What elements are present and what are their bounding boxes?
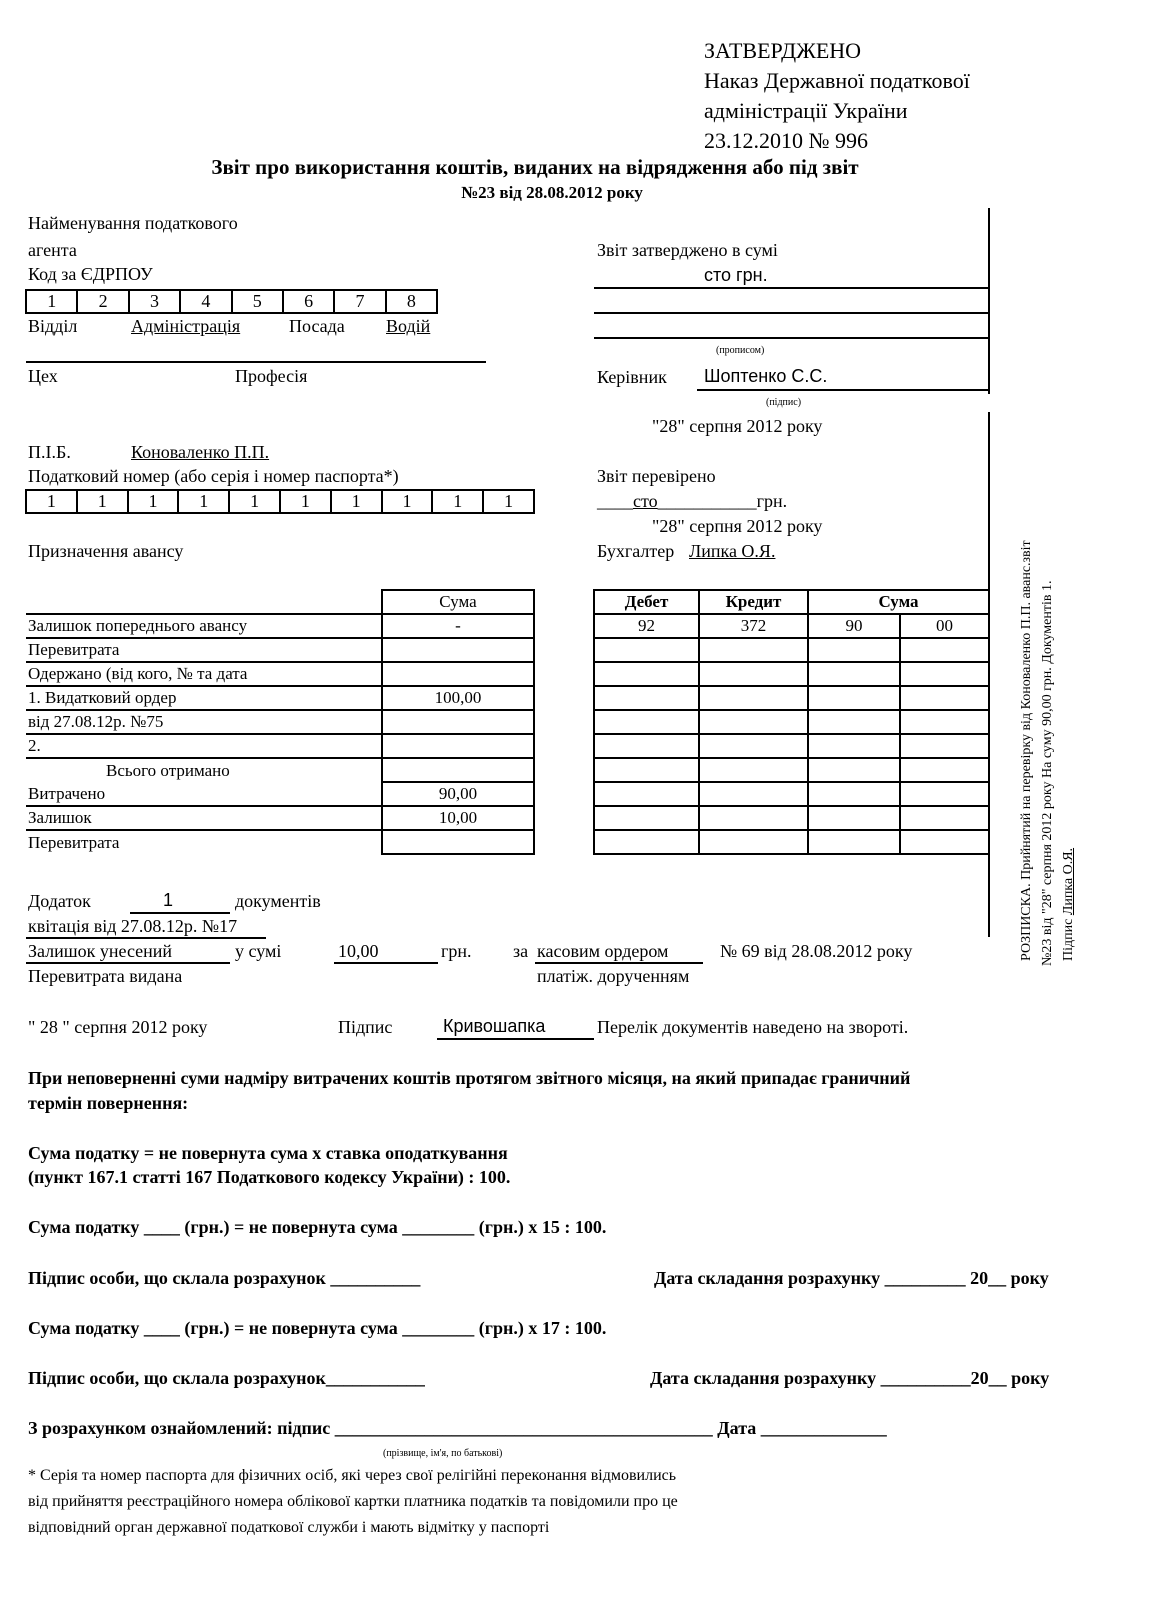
purpose-label: Призначення авансу [28, 541, 184, 561]
table-row-value [382, 758, 534, 782]
accountant-label: Бухгалтер [597, 541, 675, 561]
remainder-label: Залишок унесений [28, 941, 173, 961]
report-title: Звіт про використання коштів, виданих на відрядження або під звіт [211, 155, 859, 179]
dept-label: Відділ [28, 316, 78, 336]
approval-date: 23.12.2010 № 996 [704, 128, 868, 153]
receipt-stamp-sign-value: Липка О.Я. [1061, 847, 1076, 916]
tax-number-label: Податковий номер (або серія і номер паспорта*) [28, 466, 399, 486]
checked-label: Звіт перевірено [597, 466, 716, 486]
agent-name-label-2: агента [28, 240, 77, 260]
checked-sum-suffix: ___________грн. [657, 491, 788, 511]
code-digit: 1 [26, 290, 77, 313]
calc-signature-2: Підпис особи, що склала розрахунок___________ [28, 1368, 425, 1388]
advance-table [26, 589, 535, 855]
tax-paragraph-2-line-1: Сума податку = не повернута сума х ставка оподаткування [28, 1143, 508, 1163]
attachment-label: Додаток [28, 891, 91, 911]
report-subtitle: №23 від 28.08.2012 року [461, 183, 643, 202]
sum-header-right: Сума [808, 590, 989, 614]
tax-digit: 1 [26, 490, 77, 513]
payment-order: платіж. дорученням [537, 966, 690, 986]
tax-formula-15: Сума податку ____ (грн.) = не повернута сума ________ (грн.) х 15 : 100. [28, 1217, 607, 1237]
approval-order: Наказ Державної податкової [704, 68, 970, 93]
footnote-line-3: відповідний орган державної податкової служби і мають відмітку у паспорті [28, 1519, 550, 1536]
table-row-label: Перевитрата [26, 830, 382, 854]
head-label: Керівник [597, 367, 667, 387]
code-label: Код за ЄДРПОУ [28, 264, 153, 284]
table-row-label: Залишок [26, 806, 382, 830]
by-label: за [513, 941, 529, 961]
tax-digit: 1 [331, 490, 382, 513]
position-value: Водій [386, 316, 431, 336]
footnote-line-2: від прийняття реєстраційного номера облікової картки платника податків та повідомили про це [28, 1493, 678, 1510]
table-row-value: 100,00 [382, 686, 534, 710]
accounting-table [593, 589, 990, 855]
calc-date-2: Дата складання розрахунку __________20__ року [650, 1368, 1050, 1388]
receipt-line [26, 937, 266, 939]
attachment-count: 1 [163, 890, 174, 910]
divider [26, 361, 486, 363]
code-digit: 5 [232, 290, 283, 313]
sum-line-3 [594, 337, 990, 339]
order-type-line [535, 962, 703, 964]
checked-sum [597, 491, 787, 512]
tax-paragraph-1-line-2: термін повернення: [28, 1093, 189, 1113]
count-line [130, 912, 230, 914]
remainder-sum-line [334, 962, 438, 964]
tax-formula-17: Сума податку ____ (грн.) = не повернута сума ________ (грн.) х 17 : 100. [28, 1318, 607, 1338]
debit-value: 92 [594, 614, 699, 638]
head-sign-line [697, 389, 989, 391]
checked-sum-prefix: ____ [597, 491, 633, 511]
calc-signature-1: Підпис особи, що склала розрахунок __________ [28, 1268, 421, 1288]
approved-sum-label: Звіт затверджено в сумі [597, 240, 778, 260]
receipt-stamp-line-3 [1061, 848, 1077, 961]
acquainted-line: З розрахунком ознайомлений: підпис __________________________________________ Дата ______________ [28, 1418, 887, 1438]
in-words-hint: (прописом) [716, 345, 765, 356]
order-type: касовим ордером [537, 941, 669, 961]
table-row-label: 2. [26, 734, 382, 758]
receipt-stamp-sign-label: Підпис [1061, 918, 1076, 961]
code-digit: 4 [180, 290, 231, 313]
tax-digit: 1 [128, 490, 179, 513]
tax-digit: 1 [382, 490, 433, 513]
approved-date: "28" серпня 2012 року [652, 416, 823, 436]
table-row-label: Перевитрата [26, 638, 382, 662]
table-row-label: Залишок попереднього авансу [26, 614, 382, 638]
currency: грн. [441, 941, 472, 961]
remainder-sum: 10,00 [338, 941, 379, 961]
head-value: Шоптенко С.С. [704, 366, 828, 386]
approval-org: адміністрації України [704, 98, 908, 123]
sum-header: Сума [382, 590, 534, 614]
approval-title: ЗАТВЕРДЖЕНО [704, 38, 862, 63]
table-row-label: Всього отримано [26, 758, 382, 782]
code-digit: 8 [386, 290, 437, 313]
tax-digit: 1 [483, 490, 534, 513]
tax-digit: 1 [229, 490, 280, 513]
approved-sum-value: сто грн. [704, 265, 768, 285]
sum-hryvnia: 90 [808, 614, 900, 638]
table-row-value [382, 734, 534, 758]
signature-date: " 28 " серпня 2012 року [28, 1017, 208, 1037]
footnote-line-1: * Серія та номер паспорта для фізичних осіб, які через свої релігійні переконання відмовились [28, 1467, 677, 1484]
dept-value: Адміністрація [131, 316, 241, 336]
remainder-line [26, 962, 230, 964]
tax-number-boxes [25, 489, 535, 514]
table-row-label: Витрачено [26, 782, 382, 806]
order-number: № 69 від 28.08.2012 року [720, 941, 913, 961]
edrpou-code-boxes [25, 289, 438, 314]
signature-hint: (підпис) [766, 397, 802, 408]
in-sum-label: у сумі [235, 941, 282, 961]
pib-label: П.І.Б. [28, 442, 71, 462]
documents-note: Перелік документів наведено на звороті. [597, 1017, 909, 1037]
tax-paragraph-1-line-1: При неповерненні суми надміру витрачених коштів протягом звітного місяця, на який припадає граничний [28, 1068, 911, 1088]
code-digit: 2 [77, 290, 128, 313]
receipt-stamp-line-1: РОЗПИСКА. Прийнятий на перевірку від Коноваленко П.П. аванс.звіт [1019, 540, 1034, 961]
pib-value: Коноваленко П.П. [131, 442, 270, 462]
position-label: Посада [289, 316, 345, 336]
table-row-value [382, 662, 534, 686]
table-row-value [382, 710, 534, 734]
tax-digit: 1 [280, 490, 331, 513]
accountant-value: Липка О.Я. [689, 541, 776, 561]
name-hint: (прізвище, ім'я, по батькові) [383, 1448, 503, 1459]
checked-date: "28" серпня 2012 року [652, 516, 823, 536]
sum-kopecks: 00 [900, 614, 989, 638]
agent-name-label-1: Найменування податкового [28, 213, 238, 233]
receipt: квітація від 27.08.12р. №17 [28, 916, 238, 936]
tax-digit: 1 [77, 490, 128, 513]
credit-value: 372 [699, 614, 808, 638]
receipt-stamp-line-2: №23 від "28" серпня 2012 року На суму 90,00 грн. Документів 1. [1040, 580, 1055, 966]
credit-header: Кредит [699, 590, 808, 614]
tax-digit: 1 [432, 490, 483, 513]
table-row-label: 1. Видатковий ордер [26, 686, 382, 710]
code-digit: 3 [129, 290, 180, 313]
tax-digit: 1 [178, 490, 229, 513]
overspend-label: Перевитрата видана [28, 966, 183, 986]
shop-label: Цех [28, 366, 58, 386]
calc-date-1: Дата складання розрахунку _________ 20__ року [654, 1268, 1049, 1288]
sign-line [437, 1038, 594, 1040]
debit-header: Дебет [594, 590, 699, 614]
tax-paragraph-2-line-2: (пункт 167.1 статті 167 Податкового кодексу України) : 100. [28, 1167, 511, 1187]
checked-sum-word: сто [633, 491, 658, 511]
table-row-value: 90,00 [382, 782, 534, 806]
table-row-label: від 27.08.12р. №75 [26, 710, 382, 734]
approval-block [704, 36, 970, 156]
table-row-value: 10,00 [382, 806, 534, 830]
attachment-suffix: документів [235, 891, 321, 911]
table-row-label: Одержано (від кого, № та дата [26, 662, 382, 686]
table-row-value: - [382, 614, 534, 638]
right-border-top [988, 208, 990, 394]
sign-label: Підпис [338, 1017, 393, 1037]
sum-line-1 [594, 287, 990, 289]
profession-label: Професія [235, 366, 308, 386]
table-row-value [382, 638, 534, 662]
code-digit: 6 [283, 290, 334, 313]
sum-line-2 [594, 312, 990, 314]
code-digit: 7 [334, 290, 385, 313]
sign-value: Кривошапка [443, 1016, 546, 1036]
table-row-value [382, 830, 534, 854]
